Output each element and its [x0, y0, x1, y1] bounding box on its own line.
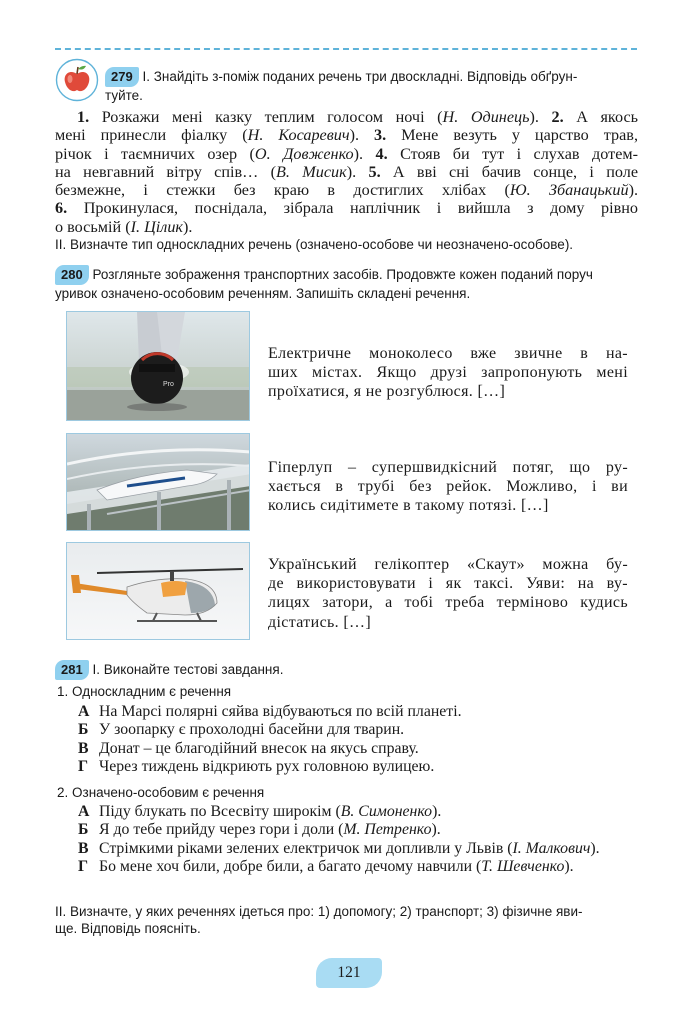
option-row[interactable]: В Донат – це благодійний внесок на якусь справу.	[78, 739, 419, 757]
caption-3-line: Український гелікоптер «Скаут» можна бу-	[268, 556, 628, 573]
task-281-part2	[55, 903, 640, 937]
option-row[interactable]: Б Я до тебе прийду через гори і доли (М. Петренко).	[78, 821, 441, 839]
caption-1-line: Електричне моноколесо вже звичне в на-	[268, 345, 628, 362]
option-row[interactable]: Г Бо мене хоч били, добре били, а багато дечому навчили (Т. Шевченко).	[78, 857, 574, 875]
task-279-instruction-line2: туйте.	[105, 88, 143, 103]
task-279-badge: 279	[105, 67, 139, 87]
task-279-part2: ІІ. Визначте тип односкладних речень (означено-особове чи неозначено-особове).	[55, 237, 574, 252]
caption-1-line: проїхатися, я не розгублюся. […]	[268, 383, 506, 401]
caption-2-line: Гіперлуп – супершвидкісний потяг, що ру-	[268, 459, 628, 476]
option-row[interactable]: В Стрімкими ріками зелених електричок ми допливли у Львів (І. Малкович).	[78, 839, 600, 857]
task-280-header	[55, 265, 640, 302]
section-divider	[55, 48, 637, 50]
task-280-caption-1	[268, 344, 628, 402]
option-row[interactable]: А Піду блукать по Всесвіту широкім (В. Симоненко).	[78, 803, 442, 820]
option-row[interactable]: Б У зоопарку є прохолодні басейни для тварин.	[78, 721, 405, 739]
option-row[interactable]: А На Марсі полярні сяйва відбуваються по всій планеті.	[78, 703, 462, 720]
task-281-header	[55, 660, 640, 680]
caption-3-line: дістатись. […]	[268, 613, 372, 631]
task-279-sentences: 1. Розкажи мені казку теплим голосом ночі (Н. Одинець). 2. А якось мені принесли фіалку (Н. Косаревич). 3. Мене везуть у царство трав, річок і таємничих озер (О. Довженко). 4. Стояв би тут і слухав дотем- на невгавний вітру спів… (В. Мисик). 5. А вві сні бачив сонце, і поле безмежне, і стежки без краю в достиглих хлібах (Ю. Збанацький). 6. Прокинулася, поснідала, зібрала наплічник і вийшла з дому рівно о восьмій (І. Цілик).	[55, 108, 639, 236]
caption-1-line: ших містах. Якщо друзі запропонують мені	[268, 364, 628, 382]
caption-3-line: де використовувати і як таксі. Уяви: на ву-	[268, 575, 628, 593]
caption-2-line: хається в трубі без рейок. Можливо, і ви	[268, 478, 628, 496]
task-280-caption-2	[268, 458, 628, 516]
question-2-title: 2. Означено-особовим є речення	[57, 785, 265, 800]
task-280-caption-3	[268, 555, 628, 632]
task-281-badge: 281	[55, 660, 89, 680]
task-279-instruction-line1: І. Знайдіть з-поміж поданих речень три двоскладні. Відповідь обґрун-	[142, 69, 578, 84]
option-row[interactable]: Г Через тиждень відкриють рух головною вулицею.	[78, 757, 435, 775]
page-number: 121	[316, 958, 382, 988]
task-280-instruction-line2: уривок означено-особовим реченням. Запишіть складені речення.	[55, 286, 471, 301]
caption-2-line: колись сидітимете в такому потязі. […]	[268, 497, 549, 515]
task-281-part2-line2: ще. Відповідь поясніть.	[55, 921, 201, 936]
question-2-options	[78, 803, 638, 876]
unicycle-brand-label: Pro	[163, 381, 174, 388]
apple-icon	[55, 58, 99, 102]
question-1-title: 1. Односкладним є речення	[57, 684, 232, 699]
task-280-badge: 280	[55, 265, 89, 285]
hyperloop-image	[66, 433, 250, 531]
task-279-header	[105, 67, 640, 104]
electric-unicycle-image	[66, 311, 250, 421]
question-1-options	[78, 703, 638, 776]
caption-3-line: лицях затори, а тобі треба терміново кудись	[268, 594, 628, 612]
task-281-instruction: І. Виконайте тестові завдання.	[92, 662, 284, 677]
task-280-instruction-line1: Розгляньте зображення транспортних засобів. Продовжте кожен поданий поруч	[92, 267, 593, 282]
helicopter-image	[66, 542, 250, 640]
task-281-part2-line1: ІІ. Визначте, у яких реченнях ідеться про: 1) допомогу; 2) транспорт; 3) фізичне яви-	[55, 904, 583, 919]
